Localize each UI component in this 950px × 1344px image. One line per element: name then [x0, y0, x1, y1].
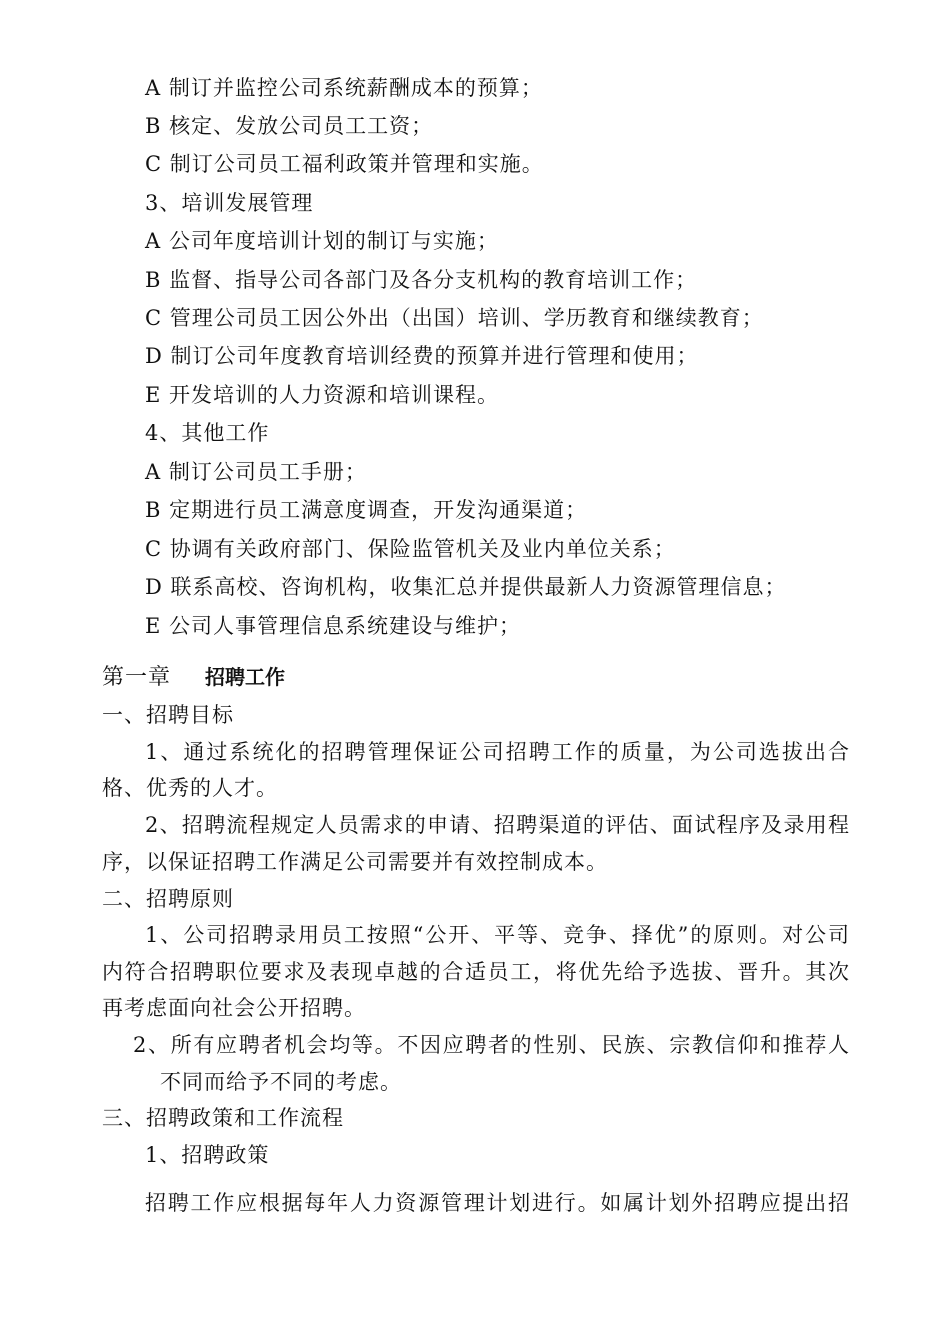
paragraph-line: 再考虑面向社会公开招聘。 [102, 996, 366, 1020]
duty-line: A 制订并监控公司系统薪酬成本的预算； [145, 76, 543, 100]
section-heading: 4、其他工作 [145, 421, 270, 445]
paragraph-line: 内符合招聘职位要求及表现卓越的合适员工，将优先给予选拔、晋升。其次 [102, 960, 850, 984]
section-heading: 3、培训发展管理 [145, 191, 314, 215]
section-heading: 一、招聘目标 [102, 703, 234, 727]
chapter-title: 招聘工作 [205, 665, 286, 689]
section-heading: 二、招聘原则 [102, 887, 234, 911]
paragraph-line: 2、招聘流程规定人员需求的申请、招聘渠道的评估、面试程序及录用程 [145, 813, 850, 837]
duty-line: C 协调有关政府部门、保险监管机关及业内单位关系； [145, 537, 676, 561]
paragraph-line: 1、通过系统化的招聘管理保证公司招聘工作的质量，为公司选拔出合 [145, 740, 850, 764]
paragraph-line: 不同而给予不同的考虑。 [160, 1070, 402, 1094]
duty-line: A 制订公司员工手册； [145, 460, 367, 484]
duty-line: B 监督、指导公司各部门及各分支机构的教育培训工作； [145, 268, 698, 292]
paragraph-line: 序，以保证招聘工作满足公司需要并有效控制成本。 [102, 850, 608, 874]
duty-line: A 公司年度培训计划的制订与实施； [145, 229, 499, 253]
duty-line: B 核定、发放公司员工工资； [145, 114, 434, 138]
chapter-heading [102, 660, 285, 695]
duty-line: D 联系高校、咨询机构，收集汇总并提供最新人力资源管理信息； [145, 575, 787, 599]
duty-line: E 公司人事管理信息系统建设与维护； [145, 614, 522, 638]
paragraph-line: 2、所有应聘者机会均等。不因应聘者的性别、民族、宗教信仰和推荐人 [133, 1033, 850, 1057]
duty-line: C 管理公司员工因公外出（出国）培训、学历教育和继续教育； [145, 306, 764, 330]
duty-line: D 制订公司年度教育培训经费的预算并进行管理和使用； [145, 344, 699, 368]
duty-line: C 制订公司员工福利政策并管理和实施。 [145, 152, 544, 176]
duty-line: B 定期进行员工满意度调查，开发沟通渠道； [145, 498, 588, 522]
paragraph-line: 格、优秀的人才。 [102, 776, 278, 800]
chapter-number: 第一章 [102, 665, 172, 690]
section-heading: 三、招聘政策和工作流程 [102, 1106, 344, 1130]
paragraph-line: 招聘工作应根据每年人力资源管理计划进行。如属计划外招聘应提出招 [145, 1191, 850, 1215]
paragraph-line: 1、公司招聘录用员工按照“公开、平等、竞争、择优”的原则。对公司 [145, 923, 850, 947]
section-heading: 1、招聘政策 [145, 1143, 270, 1167]
duty-line: E 开发培训的人力资源和培训课程。 [145, 383, 500, 407]
